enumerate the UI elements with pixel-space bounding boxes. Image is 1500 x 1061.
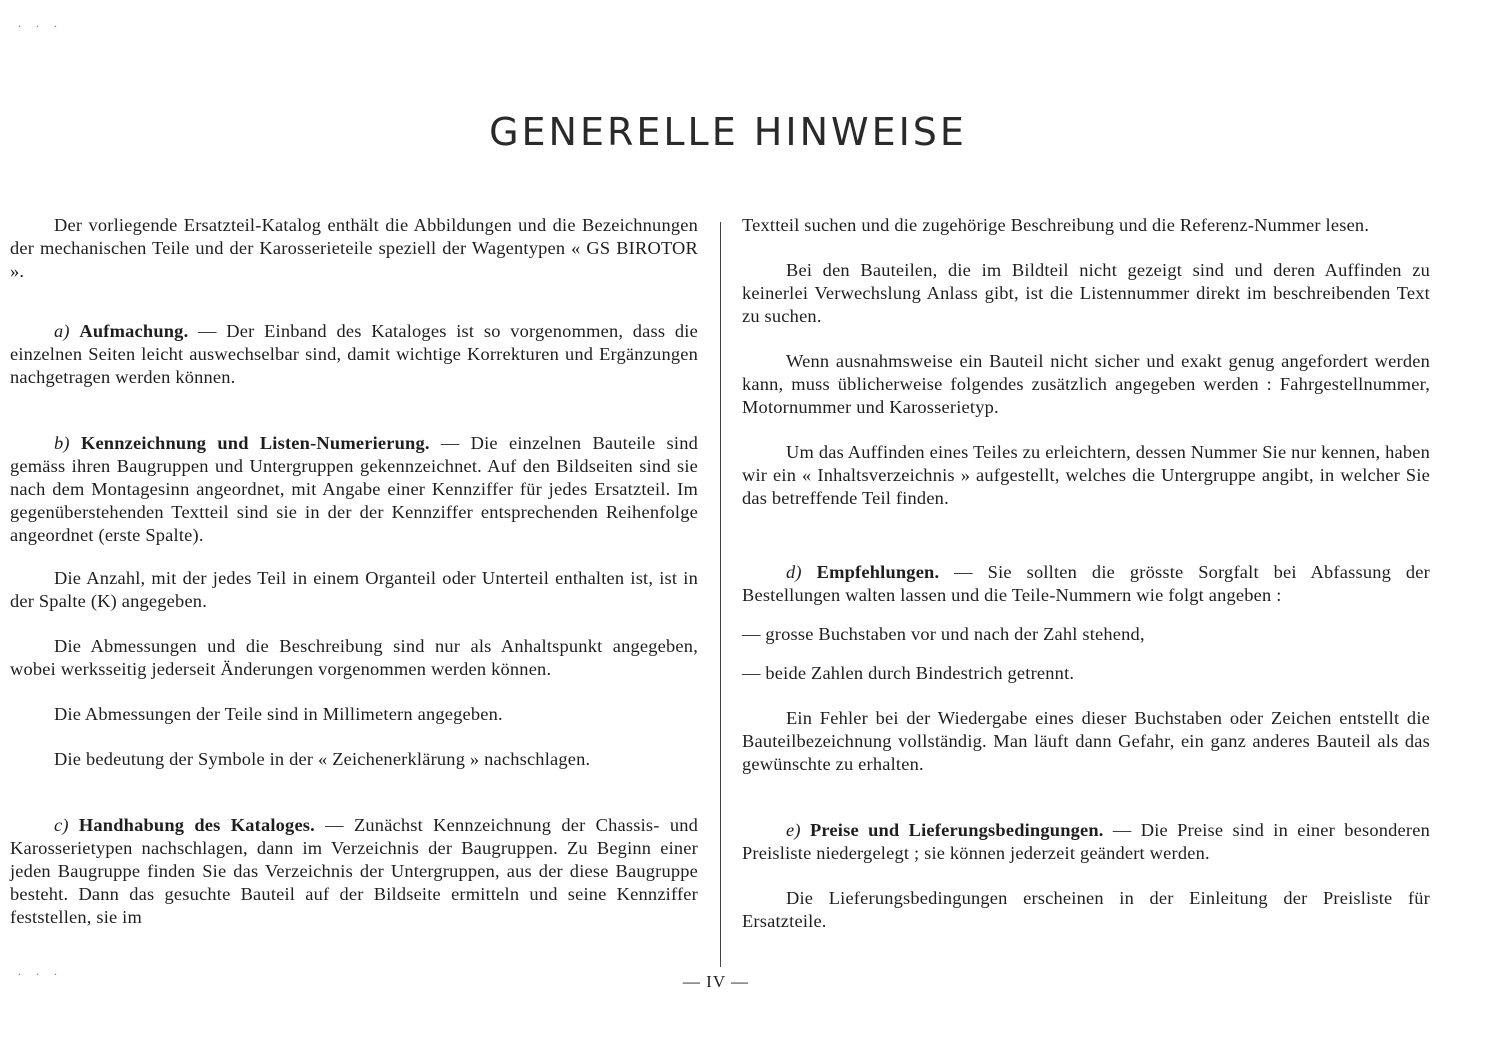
intro-paragraph: Der vorliegende Ersatzteil-Katalog enthält die Abbildungen und die Bezeichnungen der mechanischen Teile und der Karosserieteile speziell der Wagentypen « GS BIROTOR ». xyxy=(10,215,698,281)
error-paragraph: Ein Fehler bei der Wiedergabe eines dieser Buchstaben oder Zeichen entstellt die Bauteilbezeichnung vollständig. Man läuft dann Gefahr, ein ganz anderes Bauteil als das gewünschte zu erhalten. xyxy=(742,708,1430,774)
section-d-heading: Empfehlungen. xyxy=(816,562,940,582)
section-d-marker: d) xyxy=(786,562,802,582)
section-d-paragraph xyxy=(742,561,1430,607)
list-item-uppercase: — grosse Buchstaben vor und nach der Zahl stehend, xyxy=(742,624,1145,644)
page-title: GENERELLE HINWEISE xyxy=(489,110,967,154)
section-c-heading: Handhabung des Kataloges. xyxy=(78,815,315,835)
section-c-marker: c) xyxy=(54,815,69,835)
list-item-hyphen: — beide Zahlen durch Bindestrich getrennt. xyxy=(742,663,1075,683)
scan-specks-top: . . . xyxy=(18,16,63,30)
not-shown-paragraph: Bei den Bauteilen, die im Bildteil nicht gezeigt sind und deren Auffinden zu keinerlei Verwechslung Anlass gibt, ist die Listennummer direkt im beschreibenden Text zu suchen. xyxy=(742,260,1430,326)
continuation-paragraph: Textteil suchen und die zugehörige Beschreibung und die Referenz-Nummer lesen. xyxy=(742,215,1370,235)
exception-paragraph: Wenn ausnahmsweise ein Bauteil nicht sicher und exakt genug angefordert werden kann, muss üblicherweise folgendes zusätzlich angegeben werden : Fahrgestellnummer, Motornummer und Karosserietyp. xyxy=(742,351,1430,417)
page-number: — IV — xyxy=(682,972,750,991)
section-a-heading: Aufmachung. xyxy=(79,321,189,341)
millimeters-paragraph: Die Abmessungen der Teile sind in Millimetern angegeben. xyxy=(54,704,503,724)
symbols-paragraph: Die bedeutung der Symbole in der « Zeichenerklärung » nachschlagen. xyxy=(54,749,591,769)
delivery-paragraph: Die Lieferungsbedingungen erscheinen in der Einleitung der Preisliste für Ersatzteile. xyxy=(742,888,1430,931)
section-e-heading: Preise und Lieferungsbedingungen. xyxy=(809,820,1104,840)
section-e-text: — Die Preise sind in einer besonderen Preisliste niedergelegt ; sie können jederzeit geändert werden. xyxy=(742,820,1430,863)
section-b-heading: Kennzeichnung und Listen-Numerierung. xyxy=(80,433,430,453)
scan-specks-bottom: . . . xyxy=(18,964,63,978)
right-column xyxy=(742,214,1430,933)
section-a-text: — Der Einband des Kataloges ist so vorgenommen, dass die einzelnen Seiten leicht auswechselbar sind, damit wichtige Korrekturen und Ergänzungen nachgetragen werden können. xyxy=(10,321,698,387)
section-a-marker: a) xyxy=(54,321,70,341)
left-column xyxy=(10,214,698,929)
dimensions-paragraph: Die Abmessungen und die Beschreibung sind nur als Anhaltspunkt angegeben, wobei werksseitig jederseit Änderungen vorgenommen werden können. xyxy=(10,636,698,679)
section-a-paragraph xyxy=(10,320,698,389)
section-b-paragraph xyxy=(10,432,698,547)
section-b-marker: b) xyxy=(54,433,70,453)
index-paragraph: Um das Auffinden eines Teiles zu erleichtern, dessen Nummer Sie nur kennen, haben wir ein « Inhaltsverzeichnis » aufgestellt, welches die Untergruppe angibt, in welcher Sie das betreffende Teil finden. xyxy=(742,442,1430,508)
section-c-paragraph xyxy=(10,814,698,929)
section-d-text: — Sie sollten die grösste Sorgfalt bei Abfassung der Bestellungen walten lassen und die Teile-Nummern wie folgt angeben : xyxy=(742,562,1430,605)
section-c-text: — Zunächst Kennzeichnung der Chassis- und Karosserietypen nachschlagen, dann im Verzeichnis der Baugruppen. Zu Beginn einer jeden Baugruppe finden Sie das Verzeichnis der Untergruppen, aus der diese Baugruppe besteht. Dann das gesuchte Bauteil auf der Bildseite ermitteln und seine Kennziffer feststellen, sie im xyxy=(10,815,698,927)
section-b-text: — Die einzelnen Bauteile sind gemäss ihren Baugruppen und Untergruppen gekennzeichnet. Auf den Bildseiten sind sie nach dem Montagesinn angeordnet, mit Angabe einer Kennziffer für jedes Ersatzteil. Im gegenüberstehenden Textteil sind sie in der der Kennziffer entsprechenden Reihenfolge angeordnet (erste Spalte). xyxy=(10,433,698,545)
quantity-paragraph: Die Anzahl, mit der jedes Teil in einem Organteil oder Unterteil enthalten ist, ist in der Spalte (K) angegeben. xyxy=(10,568,698,611)
section-e-paragraph xyxy=(742,819,1430,865)
column-divider xyxy=(720,222,721,967)
section-e-marker: e) xyxy=(786,820,801,840)
